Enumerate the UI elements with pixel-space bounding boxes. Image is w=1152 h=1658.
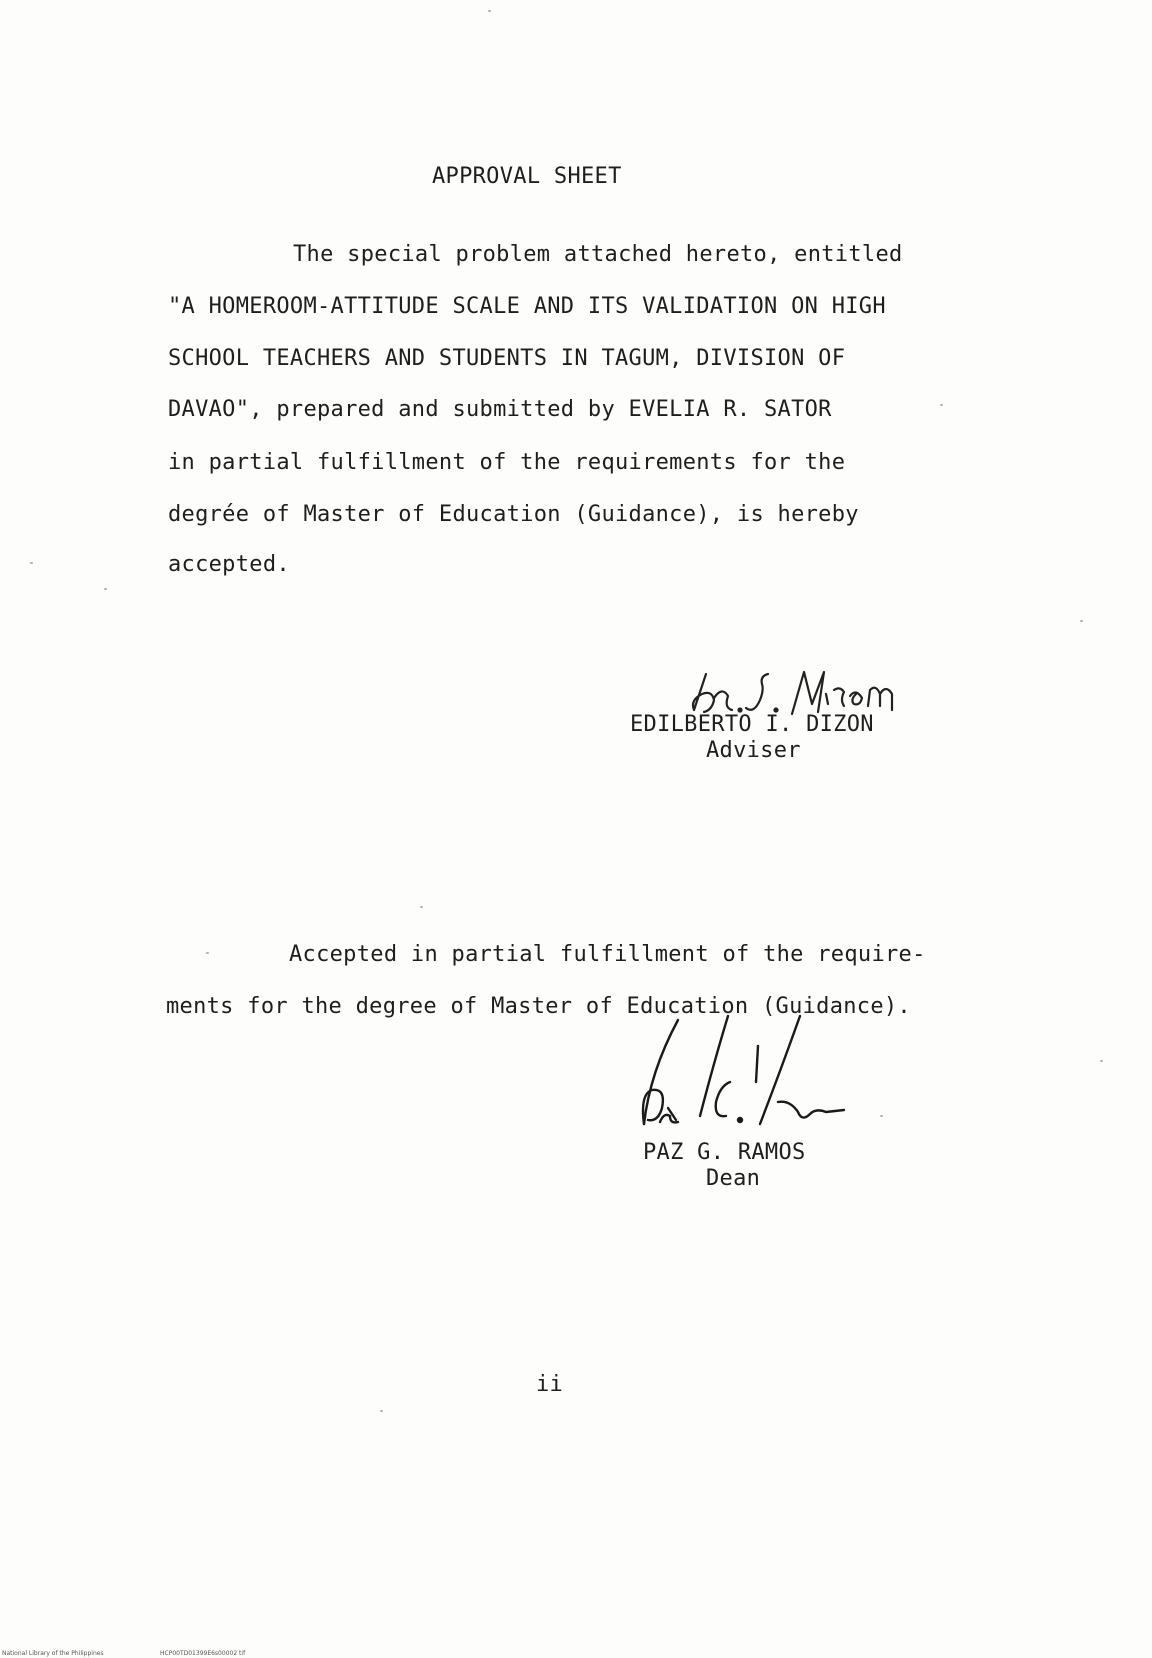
scan-speck <box>880 1115 883 1117</box>
footer-file-id: HCP00TD01399E6s00002 tif <box>160 1650 246 1657</box>
paragraph-line: The special problem attached hereto, entitled <box>293 242 903 267</box>
paragraph-line: DAVAO", prepared and submitted by EVELIA R. SATOR <box>168 397 832 422</box>
dean-name: PAZ G. RAMOS <box>643 1140 806 1165</box>
scan-speck <box>1080 620 1083 622</box>
paragraph-line: SCHOOL TEACHERS AND STUDENTS IN TAGUM, DIVISION OF <box>168 346 846 371</box>
acceptance-line: ments for the degree of Master of Education (Guidance). <box>166 994 911 1019</box>
scan-speck <box>104 588 107 590</box>
acceptance-line: Accepted in partial fulfillment of the require- <box>289 942 926 967</box>
page-title: APPROVAL SHEET <box>432 164 622 189</box>
paragraph-line: "A HOMEROOM-ATTITUDE SCALE AND ITS VALIDATION ON HIGH <box>168 294 886 319</box>
footer-source: National Library of the Philippines <box>2 1650 104 1657</box>
dean-signature <box>630 1012 880 1132</box>
dean-title: Dean <box>706 1166 761 1191</box>
page-number: ii <box>536 1372 564 1397</box>
scan-speck <box>206 952 209 954</box>
scan-speck <box>488 10 491 12</box>
scan-speck <box>30 562 33 564</box>
paragraph-line: in partial fulfillment of the requirements for the <box>168 450 846 475</box>
scan-speck <box>380 1410 383 1412</box>
scan-speck <box>940 404 943 406</box>
adviser-signature <box>684 660 904 720</box>
scan-speck <box>1100 1060 1103 1062</box>
adviser-name: EDILBERTO I. DIZON <box>630 712 874 737</box>
adviser-title: Adviser <box>706 738 801 763</box>
scan-speck <box>420 906 423 908</box>
paragraph-line: accepted. <box>168 552 290 577</box>
paragraph-line: degrée of Master of Education (Guidance), is hereby <box>168 502 859 527</box>
